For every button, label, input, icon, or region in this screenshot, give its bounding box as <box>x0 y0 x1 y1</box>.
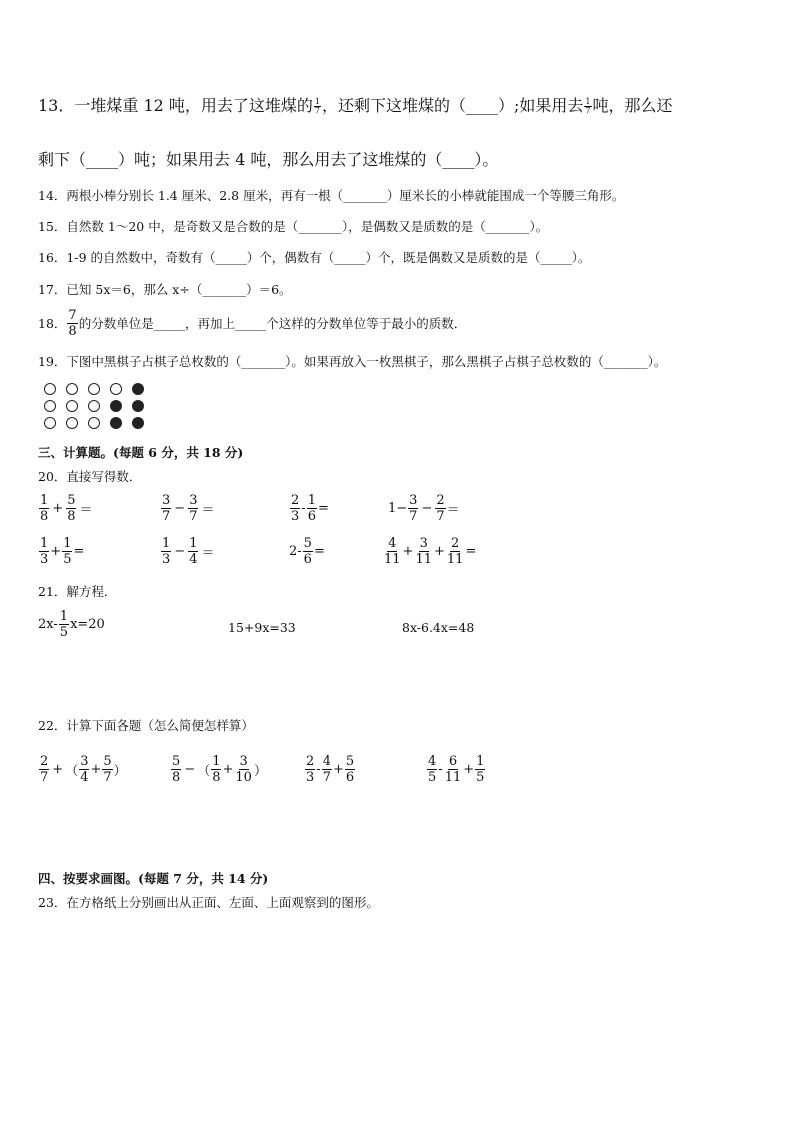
question-23: 23．在方格纸上分别画出从正面、左面、上面观察到的图形。 <box>38 895 379 910</box>
calc-expression: $\frac{4}{5}$ - $\frac{6}{11}$ + $\frac{1}{5}$ <box>428 754 485 785</box>
white-piece-icon <box>88 400 100 412</box>
white-piece-icon <box>44 417 56 429</box>
fraction: $\frac{5}{8}$ <box>172 754 181 785</box>
section-3-heading: 三、计算题。(每题 6 分，共 18 分) <box>38 445 244 460</box>
calc-expression: $\frac{1}{3}$ + $\frac{1}{5}$ = <box>40 536 85 567</box>
calc-expression: 2- $\frac{5}{6}$ = <box>289 536 325 567</box>
fraction: $\frac{1}{3}$ <box>162 536 171 567</box>
calc-expression: $\frac{2}{7}$ + （ $\frac{3}{4}$ + $\frac{5}{7}$ ） <box>40 754 127 785</box>
fraction: $\frac{1}{3}$ <box>40 536 49 567</box>
white-piece-icon <box>44 400 56 412</box>
fraction: $\frac{2}{7}$ <box>436 493 445 524</box>
question-13-line-1: 13．一堆煤重 12 吨，用去了这堆煤的 $\frac{1}{7}$ ，还剩下这堆煤的（____）;如果用去 $\frac{1}{7}$ 吨，那么还 <box>38 96 673 115</box>
fraction: $\frac{1}{6}$ <box>307 493 316 524</box>
fraction: $\frac{1}{5}$ <box>59 609 69 640</box>
fraction: $\frac{3}{7}$ <box>409 493 418 524</box>
question-16: 16．1-9 的自然数中，奇数有（_____）个，偶数有（_____）个，既是偶数又是质数的是（_____）。 <box>38 250 591 265</box>
fraction: $\frac{1}{5}$ <box>476 754 485 785</box>
fraction: $\frac{3}{7}$ <box>162 493 171 524</box>
equation: 2x- $\frac{1}{5}$ x=20 <box>38 609 105 640</box>
question-13-line-2: 剩下（____）吨；如果用去 4 吨，那么用去了这堆煤的（____）。 <box>38 150 499 169</box>
question-19: 19．下图中黑棋子占棋子总枚数的（_______）。如果再放入一枚黑棋子，那么黑棋子占棋子总枚数的（_______）。 <box>38 354 667 369</box>
calc-expression: $\frac{5}{8}$ − （ $\frac{1}{8}$ + $\frac{3}{10}$ ） <box>172 754 267 785</box>
fraction: $\frac{6}{11}$ <box>444 754 462 785</box>
calc-expression: $\frac{1}{8}$ + $\frac{5}{8}$ ＝ <box>40 493 93 524</box>
calc-expression: $\frac{2}{3}$ - $\frac{4}{7}$ + $\frac{5}{6}$ <box>306 754 355 785</box>
fraction: $\frac{5}{6}$ <box>303 536 312 567</box>
white-piece-icon <box>88 383 100 395</box>
question-18: 18． $\frac{7}{8}$ 的分数单位是_____，再加上_____个这样的分数单位等于最小的质数． <box>38 308 467 339</box>
calc-expression: $\frac{1}{3}$ − $\frac{1}{4}$ ＝ <box>162 536 215 567</box>
white-piece-icon <box>110 383 122 395</box>
section-4-heading: 四、按要求画图。(每题 7 分，共 14 分) <box>38 871 269 886</box>
fraction: $\frac{2}{3}$ <box>291 493 300 524</box>
black-piece-icon <box>132 383 144 395</box>
fraction: $\frac{1}{8}$ <box>212 754 221 785</box>
fraction: $\frac{5}{7}$ <box>103 754 112 785</box>
question-21: 21．解方程． <box>38 584 117 599</box>
fraction: $\frac{3}{11}$ <box>415 536 432 567</box>
calc-expression: $\frac{4}{11}$ + $\frac{3}{11}$ + $\frac{2}{11}$ = <box>384 536 477 567</box>
fraction: $\frac{5}{6}$ <box>345 754 355 785</box>
fraction: $\frac{1}{7}$ <box>585 97 591 115</box>
question-15: 15．自然数 1～20 中，是奇数又是合数的是（_______），是偶数又是质数的是（_______）。 <box>38 219 549 234</box>
black-piece-icon <box>110 400 122 412</box>
equation: 8x-6.4x=48 <box>402 620 475 635</box>
fraction: $\frac{7}{8}$ <box>68 308 77 339</box>
calc-expression: $\frac{2}{3}$ - $\frac{1}{6}$ = <box>291 493 329 524</box>
black-piece-icon <box>132 417 144 429</box>
equation: 15+9x=33 <box>228 620 296 635</box>
question-20: 20．直接写得数． <box>38 469 142 484</box>
chess-pieces-figure <box>44 383 154 433</box>
white-piece-icon <box>88 417 100 429</box>
fraction: $\frac{5}{8}$ <box>67 493 76 524</box>
fraction: $\frac{1}{7}$ <box>314 97 320 115</box>
question-17: 17．已知 5x＝6，那么 x÷（_______）＝6。 <box>38 282 292 297</box>
white-piece-icon <box>66 400 78 412</box>
fraction: $\frac{1}{8}$ <box>40 493 49 524</box>
black-piece-icon <box>132 400 144 412</box>
question-22: 22．计算下面各题（怎么简便怎样算） <box>38 718 254 733</box>
fraction: $\frac{4}{11}$ <box>384 536 401 567</box>
white-piece-icon <box>66 417 78 429</box>
fraction: $\frac{3}{4}$ <box>80 754 89 785</box>
fraction: $\frac{3}{10}$ <box>235 754 252 785</box>
calc-expression: $\frac{3}{7}$ − $\frac{3}{7}$ ＝ <box>162 493 215 524</box>
fraction: $\frac{3}{7}$ <box>189 493 198 524</box>
fraction: $\frac{1}{4}$ <box>189 536 198 567</box>
fraction: $\frac{4}{5}$ <box>428 754 437 785</box>
fraction: $\frac{4}{7}$ <box>322 754 331 785</box>
fraction: $\frac{2}{11}$ <box>446 536 464 567</box>
fraction: $\frac{1}{5}$ <box>63 536 72 567</box>
white-piece-icon <box>66 383 78 395</box>
question-14: 14．两根小棒分别长 1.4 厘米、2.8 厘米，再有一根（_______）厘米长的小棒就能围成一个等腰三角形。 <box>38 188 625 203</box>
fraction: $\frac{2}{7}$ <box>40 754 49 785</box>
calc-expression: 1− $\frac{3}{7}$ − $\frac{2}{7}$ ＝ <box>388 493 460 524</box>
fraction: $\frac{2}{3}$ <box>306 754 315 785</box>
white-piece-icon <box>44 383 56 395</box>
black-piece-icon <box>110 417 122 429</box>
